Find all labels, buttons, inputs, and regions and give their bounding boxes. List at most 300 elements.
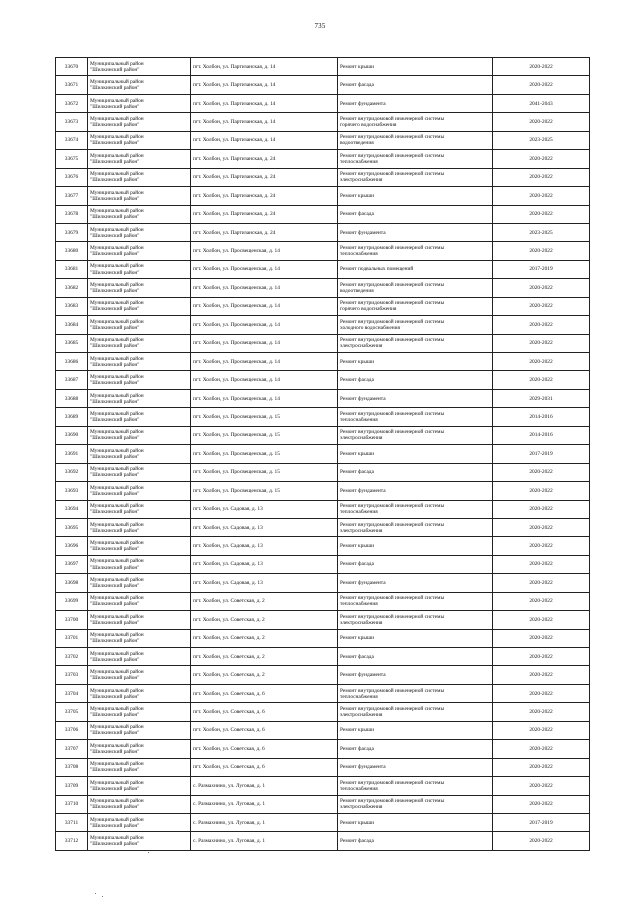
municipality-cell xyxy=(88,445,191,463)
work-type-cell xyxy=(338,518,493,536)
work-type-cell: Ремонт крыши xyxy=(338,813,493,831)
address-cell: с. Размахнино, ул. Луговая, д. 1 xyxy=(191,832,338,850)
municipality-line: Муниципальный район xyxy=(90,226,144,233)
address-cell: пгт. Холбон, ул. Партизанская, д. 14 xyxy=(191,94,338,112)
work-line: электроснабжения xyxy=(340,527,383,534)
municipality-cell xyxy=(88,666,191,684)
address-cell: пгт. Холбон, ул. Советская, д. 2 xyxy=(191,611,338,629)
work-line: Ремонт внутридомовой инженерной системы xyxy=(340,705,445,712)
work-line: теплоснабжения xyxy=(340,417,378,424)
municipality-cell xyxy=(88,94,191,112)
table-row xyxy=(56,260,590,278)
municipality-cell xyxy=(88,611,191,629)
municipality-line: Муниципальный район xyxy=(90,152,144,159)
row-number-cell: 33676 xyxy=(56,168,88,186)
row-number-cell: 33711 xyxy=(56,813,88,831)
municipality-line: Муниципальный район xyxy=(90,595,144,602)
work-type-cell: Ремонт крыши xyxy=(338,537,493,555)
row-number-cell: 33691 xyxy=(56,445,88,463)
municipality-line: "Шилкинский район" xyxy=(90,656,140,663)
work-line: Ремонт внутридомовой инженерной системы xyxy=(340,115,445,122)
table-body xyxy=(56,58,590,851)
row-number-cell: 33706 xyxy=(56,721,88,739)
work-line: Ремонт внутридомовой инженерной системы xyxy=(340,245,445,251)
municipality-line: "Шилкинский район" xyxy=(90,343,140,350)
work-type-cell xyxy=(338,168,493,186)
address-cell: пгт. Холбон, ул. Партизанская, д. 24 xyxy=(191,168,338,186)
municipality-line: "Шилкинский район" xyxy=(90,380,140,387)
work-type-cell xyxy=(338,242,493,260)
table-row xyxy=(56,703,590,721)
period-cell: 2020-2022 xyxy=(493,316,590,334)
row-number-cell: 33703 xyxy=(56,666,88,684)
work-type-cell: Ремонт крыши xyxy=(338,629,493,647)
municipality-cell xyxy=(88,648,191,666)
municipality-cell xyxy=(88,592,191,610)
period-cell: 2014-2016 xyxy=(493,408,590,426)
work-line: теплоснабжения xyxy=(340,158,378,165)
period-cell: 2041-2043 xyxy=(493,94,590,112)
period-cell: 2020-2022 xyxy=(493,758,590,776)
municipality-line: Муниципальный район xyxy=(90,355,144,362)
municipality-line: Муниципальный район xyxy=(90,410,144,417)
work-type-cell xyxy=(338,131,493,149)
address-cell: пгт. Холбон, ул. Просвещенская, д. 15 xyxy=(191,463,338,481)
work-type-cell: Ремонт фундамента xyxy=(338,758,493,776)
work-type-cell xyxy=(338,279,493,297)
address-cell: пгт. Холбон, ул. Советская, д. 6 xyxy=(191,703,338,721)
address-cell: пгт. Холбон, ул. Просвещенская, д. 15 xyxy=(191,445,338,463)
table-row xyxy=(56,205,590,223)
municipality-line: "Шилкинский район" xyxy=(90,564,140,571)
municipality-cell xyxy=(88,629,191,647)
period-cell: 2020-2022 xyxy=(493,629,590,647)
address-cell: пгт. Холбон, ул. Садовая, д. 13 xyxy=(191,574,338,592)
address-cell: пгт. Холбон, ул. Просвещенская, д. 15 xyxy=(191,426,338,444)
table-row xyxy=(56,76,590,94)
work-type-cell: Ремонт крыши xyxy=(338,445,493,463)
municipality-line: "Шилкинский район" xyxy=(90,269,140,276)
work-type-cell xyxy=(338,297,493,315)
table-row xyxy=(56,297,590,315)
municipality-line: "Шилкинский район" xyxy=(90,232,140,239)
municipality-line: "Шилкинский район" xyxy=(90,712,140,719)
work-line: электроснабжения xyxy=(340,343,383,350)
row-number-cell: 33686 xyxy=(56,353,88,371)
period-cell: 2020-2022 xyxy=(493,703,590,721)
period-cell: 2014-2016 xyxy=(493,426,590,444)
municipality-line: Муниципальный район xyxy=(90,669,144,676)
address-cell: пгт. Холбон, ул. Партизанская, д. 24 xyxy=(191,150,338,168)
work-type-cell: Ремонт фасада xyxy=(338,463,493,481)
work-line: Ремонт внутридомовой инженерной системы xyxy=(340,521,445,528)
period-cell: 2020-2022 xyxy=(493,500,590,518)
table-row xyxy=(56,758,590,776)
row-number-cell: 33710 xyxy=(56,795,88,813)
row-number-cell: 33687 xyxy=(56,371,88,389)
municipality-line: "Шилкинский район" xyxy=(90,85,140,92)
period-cell: 2029-2031 xyxy=(493,389,590,407)
municipality-line: Муниципальный район xyxy=(90,447,144,454)
municipality-cell xyxy=(88,518,191,536)
municipality-line: Муниципальный район xyxy=(90,687,144,694)
work-type-cell: Ремонт крыши xyxy=(338,58,493,76)
work-type-cell: Ремонт фасада xyxy=(338,205,493,223)
table-row xyxy=(56,445,590,463)
municipality-line: Муниципальный район xyxy=(90,779,144,786)
work-type-cell xyxy=(338,426,493,444)
municipality-line: Муниципальный район xyxy=(90,540,144,546)
work-line: горячего водоснабжения xyxy=(340,306,397,313)
municipality-cell xyxy=(88,500,191,518)
work-line: Ремонт внутридомовой инженерной системы xyxy=(340,318,445,325)
address-cell: пгт. Холбон, ул. Садовая, д. 13 xyxy=(191,537,338,555)
municipality-line: "Шилкинский район" xyxy=(90,638,140,645)
period-cell: 2020-2022 xyxy=(493,777,590,795)
address-cell: пгт. Холбон, ул. Просвещенская, д. 14 xyxy=(191,389,338,407)
work-line: Ремонт внутридомовой инженерной системы xyxy=(340,134,445,141)
address-cell: пгт. Холбон, ул. Садовая, д. 13 xyxy=(191,500,338,518)
table-row xyxy=(56,131,590,149)
address-cell: пгт. Холбон, ул. Партизанская, д. 24 xyxy=(191,223,338,241)
table-row xyxy=(56,832,590,850)
address-cell: пгт. Холбон, ул. Садовая, д. 13 xyxy=(191,555,338,573)
work-type-cell: Ремонт крыши xyxy=(338,353,493,371)
row-number-cell: 33694 xyxy=(56,500,88,518)
work-type-cell: Ремонт подвальных помещений xyxy=(338,260,493,278)
work-type-cell xyxy=(338,795,493,813)
period-cell: 2017-2019 xyxy=(493,445,590,463)
row-number-cell: 33671 xyxy=(56,76,88,94)
work-type-cell: Ремонт фундамента xyxy=(338,666,493,684)
municipality-line: "Шилкинский район" xyxy=(90,435,140,442)
work-line: Ремонт внутридомовой инженерной системы xyxy=(340,779,445,786)
municipality-cell xyxy=(88,187,191,205)
municipality-line: "Шилкинский район" xyxy=(90,472,140,479)
municipality-line: Муниципальный район xyxy=(90,245,144,251)
address-cell: пгт. Холбон, ул. Просвещенская, д. 14 xyxy=(191,371,338,389)
work-type-cell xyxy=(338,113,493,131)
row-number-cell: 33688 xyxy=(56,389,88,407)
table-row xyxy=(56,684,590,702)
municipality-cell xyxy=(88,482,191,500)
row-number-cell: 33683 xyxy=(56,297,88,315)
work-line: электроснабжения xyxy=(340,712,383,719)
work-type-cell: Ремонт фасада xyxy=(338,740,493,758)
municipality-line: Муниципальный район xyxy=(90,79,144,86)
address-cell: с. Размахнино, ул. Луговая, д. 1 xyxy=(191,777,338,795)
municipality-line: "Шилкинский район" xyxy=(90,804,140,811)
municipality-line: "Шилкинский район" xyxy=(90,490,140,497)
municipality-cell xyxy=(88,758,191,776)
table-row xyxy=(56,426,590,444)
row-number-cell: 33712 xyxy=(56,832,88,850)
municipality-line: "Шилкинский район" xyxy=(90,287,140,294)
table-row xyxy=(56,629,590,647)
municipality-line: "Шилкинский район" xyxy=(90,693,140,700)
work-type-cell: Ремонт крыши xyxy=(338,721,493,739)
municipality-line: "Шилкинский район" xyxy=(90,361,140,368)
municipality-line: Муниципальный район xyxy=(90,724,144,731)
row-number-cell: 33704 xyxy=(56,684,88,702)
work-type-cell xyxy=(338,500,493,518)
work-line: теплоснабжения xyxy=(340,509,378,516)
work-line: Ремонт внутридомовой инженерной системы xyxy=(340,798,445,805)
row-number-cell: 33702 xyxy=(56,648,88,666)
municipality-line: Муниципальный район xyxy=(90,134,144,141)
municipality-line: "Шилкинский район" xyxy=(90,619,140,626)
municipality-line: Муниципальный район xyxy=(90,835,144,841)
municipality-cell xyxy=(88,795,191,813)
address-cell: пгт. Холбон, ул. Просвещенская, д. 14 xyxy=(191,334,338,352)
municipality-line: "Шилкинский район" xyxy=(90,748,140,755)
row-number-cell: 33692 xyxy=(56,463,88,481)
municipality-cell xyxy=(88,537,191,555)
municipality-cell xyxy=(88,76,191,94)
work-type-cell xyxy=(338,684,493,702)
row-number-cell: 33709 xyxy=(56,777,88,795)
table-row xyxy=(56,537,590,555)
municipality-cell xyxy=(88,371,191,389)
work-line: Ремонт внутридомовой инженерной системы xyxy=(340,337,445,344)
period-cell: 2020-2022 xyxy=(493,463,590,481)
table-row xyxy=(56,666,590,684)
municipality-line: Муниципальный район xyxy=(90,742,144,749)
address-cell: пгт. Холбон, ул. Советская, д. 6 xyxy=(191,758,338,776)
row-number-cell: 33674 xyxy=(56,131,88,149)
table-row xyxy=(56,795,590,813)
address-cell: пгт. Холбон, ул. Советская, д. 6 xyxy=(191,684,338,702)
table-row xyxy=(56,777,590,795)
address-cell: пгт. Холбон, ул. Просвещенская, д. 14 xyxy=(191,353,338,371)
work-type-cell: Ремонт фундамента xyxy=(338,94,493,112)
work-type-cell: Ремонт фундамента xyxy=(338,389,493,407)
page-number: 735 xyxy=(314,22,326,30)
municipality-line: Муниципальный район xyxy=(90,60,144,67)
municipality-line: Муниципальный район xyxy=(90,115,144,122)
period-cell: 2023-2025 xyxy=(493,131,590,149)
municipality-cell xyxy=(88,426,191,444)
row-number-cell: 33672 xyxy=(56,94,88,112)
municipality-line: Муниципальный район xyxy=(90,816,144,823)
municipality-cell xyxy=(88,58,191,76)
row-number-cell: 33684 xyxy=(56,316,88,334)
municipality-line: "Шилкинский район" xyxy=(90,140,140,147)
table-row xyxy=(56,408,590,426)
work-type-cell xyxy=(338,316,493,334)
municipality-cell xyxy=(88,703,191,721)
scan-speck xyxy=(95,893,96,894)
address-cell: пгт. Холбон, ул. Советская, д. 2 xyxy=(191,629,338,647)
period-cell: 2020-2022 xyxy=(493,648,590,666)
period-cell: 2020-2022 xyxy=(493,740,590,758)
municipality-cell xyxy=(88,131,191,149)
work-type-cell xyxy=(338,592,493,610)
work-type-cell: Ремонт фундамента xyxy=(338,482,493,500)
period-cell: 2020-2022 xyxy=(493,113,590,131)
municipality-cell xyxy=(88,297,191,315)
municipality-line: "Шилкинский район" xyxy=(90,509,140,516)
municipality-cell xyxy=(88,389,191,407)
municipality-line: Муниципальный район xyxy=(90,171,144,178)
municipality-cell xyxy=(88,832,191,850)
municipality-cell xyxy=(88,555,191,573)
address-cell: пгт. Холбон, ул. Партизанская, д. 24 xyxy=(191,205,338,223)
work-line: Ремонт внутридомовой инженерной системы xyxy=(340,687,445,694)
row-number-cell: 33677 xyxy=(56,187,88,205)
table-row xyxy=(56,463,590,481)
period-cell: 2020-2022 xyxy=(493,518,590,536)
municipality-line: Муниципальный район xyxy=(90,318,144,325)
row-number-cell: 33689 xyxy=(56,408,88,426)
work-line: теплоснабжения xyxy=(340,601,378,608)
work-type-cell: Ремонт фасада xyxy=(338,832,493,850)
municipality-cell xyxy=(88,740,191,758)
table-row xyxy=(56,58,590,76)
municipality-cell xyxy=(88,316,191,334)
municipality-cell xyxy=(88,150,191,168)
table-row xyxy=(56,574,590,592)
municipality-cell xyxy=(88,334,191,352)
municipality-line: Муниципальный район xyxy=(90,337,144,344)
table-row xyxy=(56,389,590,407)
work-line: Ремонт внутридомовой инженерной системы xyxy=(340,410,445,417)
work-line: холодного водоснабжения xyxy=(340,324,400,331)
table-row xyxy=(56,353,590,371)
table-row xyxy=(56,592,590,610)
municipality-line: "Шилкинский район" xyxy=(90,306,140,313)
period-cell: 2020-2022 xyxy=(493,279,590,297)
work-line: горячего водоснабжения xyxy=(340,122,397,129)
municipality-line: "Шилкинский район" xyxy=(90,251,140,258)
municipality-line: "Шилкинский район" xyxy=(90,195,140,202)
period-cell: 2020-2022 xyxy=(493,721,590,739)
municipality-line: Муниципальный район xyxy=(90,521,144,528)
municipality-line: "Шилкинский район" xyxy=(90,730,140,737)
address-cell: пгт. Холбон, ул. Партизанская, д. 14 xyxy=(191,76,338,94)
row-number-cell: 33700 xyxy=(56,611,88,629)
address-cell: пгт. Холбон, ул. Просвещенская, д. 14 xyxy=(191,260,338,278)
work-type-cell xyxy=(338,611,493,629)
row-number-cell: 33699 xyxy=(56,592,88,610)
address-cell: пгт. Холбон, ул. Советская, д. 2 xyxy=(191,666,338,684)
municipality-line: Муниципальный район xyxy=(90,429,144,436)
municipality-line: Муниципальный район xyxy=(90,263,144,270)
address-cell: пгт. Холбон, ул. Партизанская, д. 24 xyxy=(191,187,338,205)
period-cell: 2020-2022 xyxy=(493,150,590,168)
work-line: электроснабжения xyxy=(340,804,383,811)
municipality-line: "Шилкинский район" xyxy=(90,601,140,608)
address-cell: пгт. Холбон, ул. Советская, д. 6 xyxy=(191,740,338,758)
municipality-cell xyxy=(88,168,191,186)
period-cell: 2020-2022 xyxy=(493,832,590,850)
work-type-cell xyxy=(338,777,493,795)
table-row xyxy=(56,371,590,389)
row-number-cell: 33693 xyxy=(56,482,88,500)
table-row xyxy=(56,721,590,739)
municipality-line: Муниципальный район xyxy=(90,632,144,639)
municipality-line: "Шилкинский район" xyxy=(90,582,140,589)
address-cell: пгт. Холбон, ул. Советская, д. 2 xyxy=(191,592,338,610)
municipality-line: Муниципальный район xyxy=(90,208,144,215)
row-number-cell: 33679 xyxy=(56,223,88,241)
municipality-line: "Шилкинский район" xyxy=(90,675,140,682)
row-number-cell: 33701 xyxy=(56,629,88,647)
row-number-cell: 33697 xyxy=(56,555,88,573)
municipality-line: Муниципальный район xyxy=(90,761,144,768)
work-line: теплоснабжения xyxy=(340,693,378,700)
table-row xyxy=(56,555,590,573)
period-cell: 2020-2022 xyxy=(493,371,590,389)
address-cell: пгт. Холбон, ул. Просвещенская, д. 15 xyxy=(191,408,338,426)
work-line: Ремонт внутридомовой инженерной системы xyxy=(340,171,445,178)
work-line: водоотведения xyxy=(340,287,374,294)
municipality-line: "Шилкинский район" xyxy=(90,822,140,829)
address-cell: пгт. Холбон, ул. Просвещенская, д. 14 xyxy=(191,297,338,315)
table-row xyxy=(56,223,590,241)
work-type-cell: Ремонт фундамента xyxy=(338,574,493,592)
period-cell: 2020-2022 xyxy=(493,555,590,573)
municipality-line: Муниципальный район xyxy=(90,392,144,399)
period-cell: 2020-2022 xyxy=(493,592,590,610)
work-line: Ремонт внутридомовой инженерной системы xyxy=(340,613,445,620)
period-cell: 2020-2022 xyxy=(493,611,590,629)
period-cell: 2020-2022 xyxy=(493,482,590,500)
municipality-cell xyxy=(88,260,191,278)
work-line: электроснабжения xyxy=(340,619,383,626)
municipality-cell xyxy=(88,242,191,260)
period-cell: 2020-2022 xyxy=(493,76,590,94)
table-row xyxy=(56,518,590,536)
period-cell: 2020-2022 xyxy=(493,666,590,684)
municipality-line: "Шилкинский район" xyxy=(90,841,140,848)
municipality-cell xyxy=(88,463,191,481)
row-number-cell: 33678 xyxy=(56,205,88,223)
work-type-cell xyxy=(338,703,493,721)
work-type-cell xyxy=(338,150,493,168)
table-row xyxy=(56,334,590,352)
municipality-line: "Шилкинский район" xyxy=(90,527,140,534)
period-cell: 2020-2022 xyxy=(493,297,590,315)
municipality-line: "Шилкинский район" xyxy=(90,214,140,221)
work-type-cell xyxy=(338,334,493,352)
municipality-line: Муниципальный район xyxy=(90,650,144,657)
period-cell: 2020-2022 xyxy=(493,205,590,223)
table-row xyxy=(56,813,590,831)
municipality-line: Муниципальный район xyxy=(90,798,144,805)
municipality-line: Муниципальный район xyxy=(90,97,144,104)
row-number-cell: 33707 xyxy=(56,740,88,758)
capital-repair-table xyxy=(55,57,590,851)
address-cell: пгт. Холбон, ул. Садовая, д. 13 xyxy=(191,518,338,536)
work-type-cell: Ремонт фасада xyxy=(338,76,493,94)
period-cell: 2020-2022 xyxy=(493,795,590,813)
scan-speck xyxy=(148,852,149,853)
municipality-cell xyxy=(88,353,191,371)
municipality-line: Муниципальный район xyxy=(90,374,144,381)
address-cell: пгт. Холбон, ул. Советская, д. 2 xyxy=(191,648,338,666)
address-cell: пгт. Холбон, ул. Просвещенская, д. 14 xyxy=(191,316,338,334)
work-line: электроснабжения xyxy=(340,177,383,184)
row-number-cell: 33673 xyxy=(56,113,88,131)
work-line: водоотведения xyxy=(340,140,374,147)
row-number-cell: 33708 xyxy=(56,758,88,776)
municipality-line: Муниципальный район xyxy=(90,705,144,712)
municipality-line: "Шилкинский район" xyxy=(90,324,140,331)
period-cell: 2020-2022 xyxy=(493,242,590,260)
table-row xyxy=(56,94,590,112)
row-number-cell: 33680 xyxy=(56,242,88,260)
